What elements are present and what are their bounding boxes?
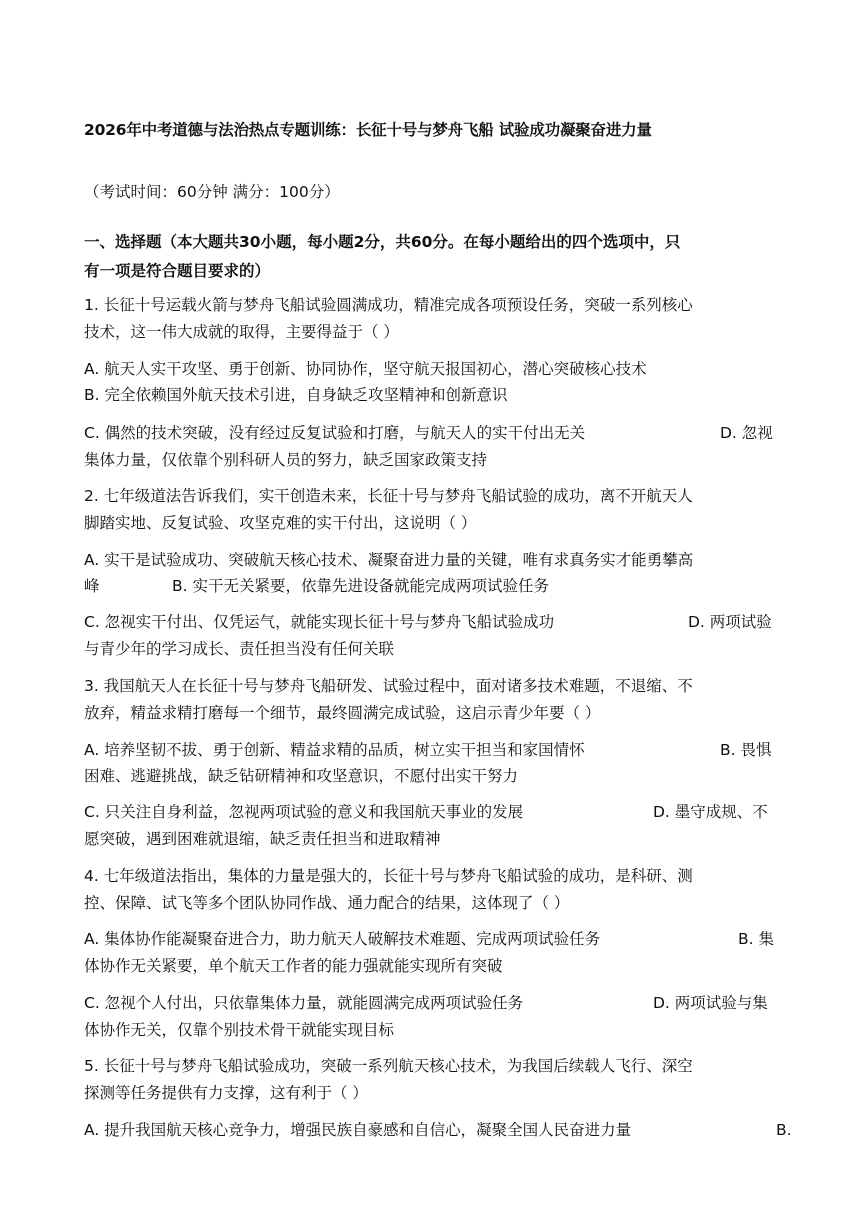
q5-stem-line-1: 5. 长征十号与梦舟飞船试验成功，突破一系列航天核心技术，为我国后续载人飞行、深空 [84,1057,693,1075]
q1-option-b: B. 完全依赖国外航天技术引进，自身缺乏攻坚精神和创新意识 [84,386,508,404]
q2-stem-line-1: 2. 七年级道法告诉我们，实干创造未来，长征十号与梦舟飞船试验的成功，离不开航天人 [84,487,693,505]
q5-option-b: B. [776,1121,792,1139]
q3-stem-line-2: 放弃，精益求精打磨每一个细节，最终圆满完成试验，这启示青少年要（ ） [84,704,601,722]
q1-option-c: C. 偶然的技术突破，没有经过反复试验和打磨，与航天人的实干付出无关 [84,424,586,442]
q2-option-a-cont: 峰 [84,577,100,595]
q1-option-d-cont: 集体力量，仅依靠个别科研人员的努力，缺乏国家政策支持 [84,451,488,469]
q1-stem-line-2: 技术，这一伟大成就的取得，主要得益于（ ） [84,323,399,341]
q5-option-a: A. 提升我国航天核心竞争力，增强民族自豪感和自信心，凝聚全国人民奋进力量 [84,1121,632,1139]
q4-option-b-cont: 体协作无关紧要，单个航天工作者的能力强就能实现所有突破 [84,957,503,975]
q3-option-b-cont: 困难、逃避挑战，缺乏钻研精神和攻坚意识，不愿付出实干努力 [84,767,519,785]
q3-option-b: B. 畏惧 [720,741,772,759]
q4-stem-line-2: 控、保障、试飞等多个团队协同作战、通力配合的结果，这体现了（ ） [84,894,570,912]
q2-option-b: B. 实干无关紧要，依靠先进设备就能完成两项试验任务 [172,577,549,595]
section-heading [84,228,784,286]
q3-option-d: D. 墨守成规、不 [653,803,768,821]
q2-stem-line-2: 脚踏实地、反复试验、攻坚克难的实干付出，这说明（ ） [84,514,477,532]
q2-option-c: C. 忽视实干付出、仅凭运气，就能实现长征十号与梦舟飞船试验成功 [84,613,555,631]
q3-option-c: C. 只关注自身利益，忽视两项试验的意义和我国航天事业的发展 [84,803,524,821]
exam-info: （考试时间：60分钟 满分：100分） [84,183,340,201]
q4-option-d: D. 两项试验与集 [653,994,768,1012]
section-heading-line-1: 一、选择题（本大题共30小题，每小题2分，共60分。在每小题给出的四个选项中，只 [84,233,681,251]
q4-option-b: B. 集 [738,930,774,948]
q2-option-d-cont: 与青少年的学习成长、责任担当没有任何关联 [84,640,395,658]
document-title: 2026年中考道德与法治热点专题训练：长征十号与梦舟飞船 试验成功凝聚奋进力量 [84,121,652,139]
q4-option-c: C. 忽视个人付出，只依靠集体力量，就能圆满完成两项试验任务 [84,994,524,1012]
section-heading-line-2: 有一项是符合题目要求的） [84,262,271,280]
q4-option-d-cont: 体协作无关，仅靠个别技术骨干就能实现目标 [84,1021,395,1039]
q1-option-a: A. 航天人实干攻坚、勇于创新、协同协作，坚守航天报国初心，潜心突破核心技术 [84,360,647,378]
q3-option-a: A. 培养坚韧不拔、勇于创新、精益求精的品质，树立实干担当和家国情怀 [84,741,585,759]
q1-option-d: D. 忽视 [720,424,773,442]
q2-option-d: D. 两项试验 [688,613,772,631]
q4-stem-line-1: 4. 七年级道法指出，集体的力量是强大的，长征十号与梦舟飞船试验的成功，是科研、测 [84,867,693,885]
q4-option-a: A. 集体协作能凝聚奋进合力，助力航天人破解技术难题、完成两项试验任务 [84,930,601,948]
q2-option-a: A. 实干是试验成功、突破航天核心技术、凝聚奋进力量的关键，唯有求真务实才能勇攀高 [84,551,694,569]
q3-option-d-cont: 愿突破，遇到困难就退缩，缺乏责任担当和进取精神 [84,830,441,848]
q1-stem-line-1: 1. 长征十号运载火箭与梦舟飞船试验圆满成功，精准完成各项预设任务，突破一系列核心 [84,296,693,314]
q3-stem-line-1: 3. 我国航天人在长征十号与梦舟飞船研发、试验过程中，面对诸多技术难题，不退缩、不 [84,677,693,695]
q5-stem-line-2: 探测等任务提供有力支撑，这有利于（ ） [84,1084,368,1102]
